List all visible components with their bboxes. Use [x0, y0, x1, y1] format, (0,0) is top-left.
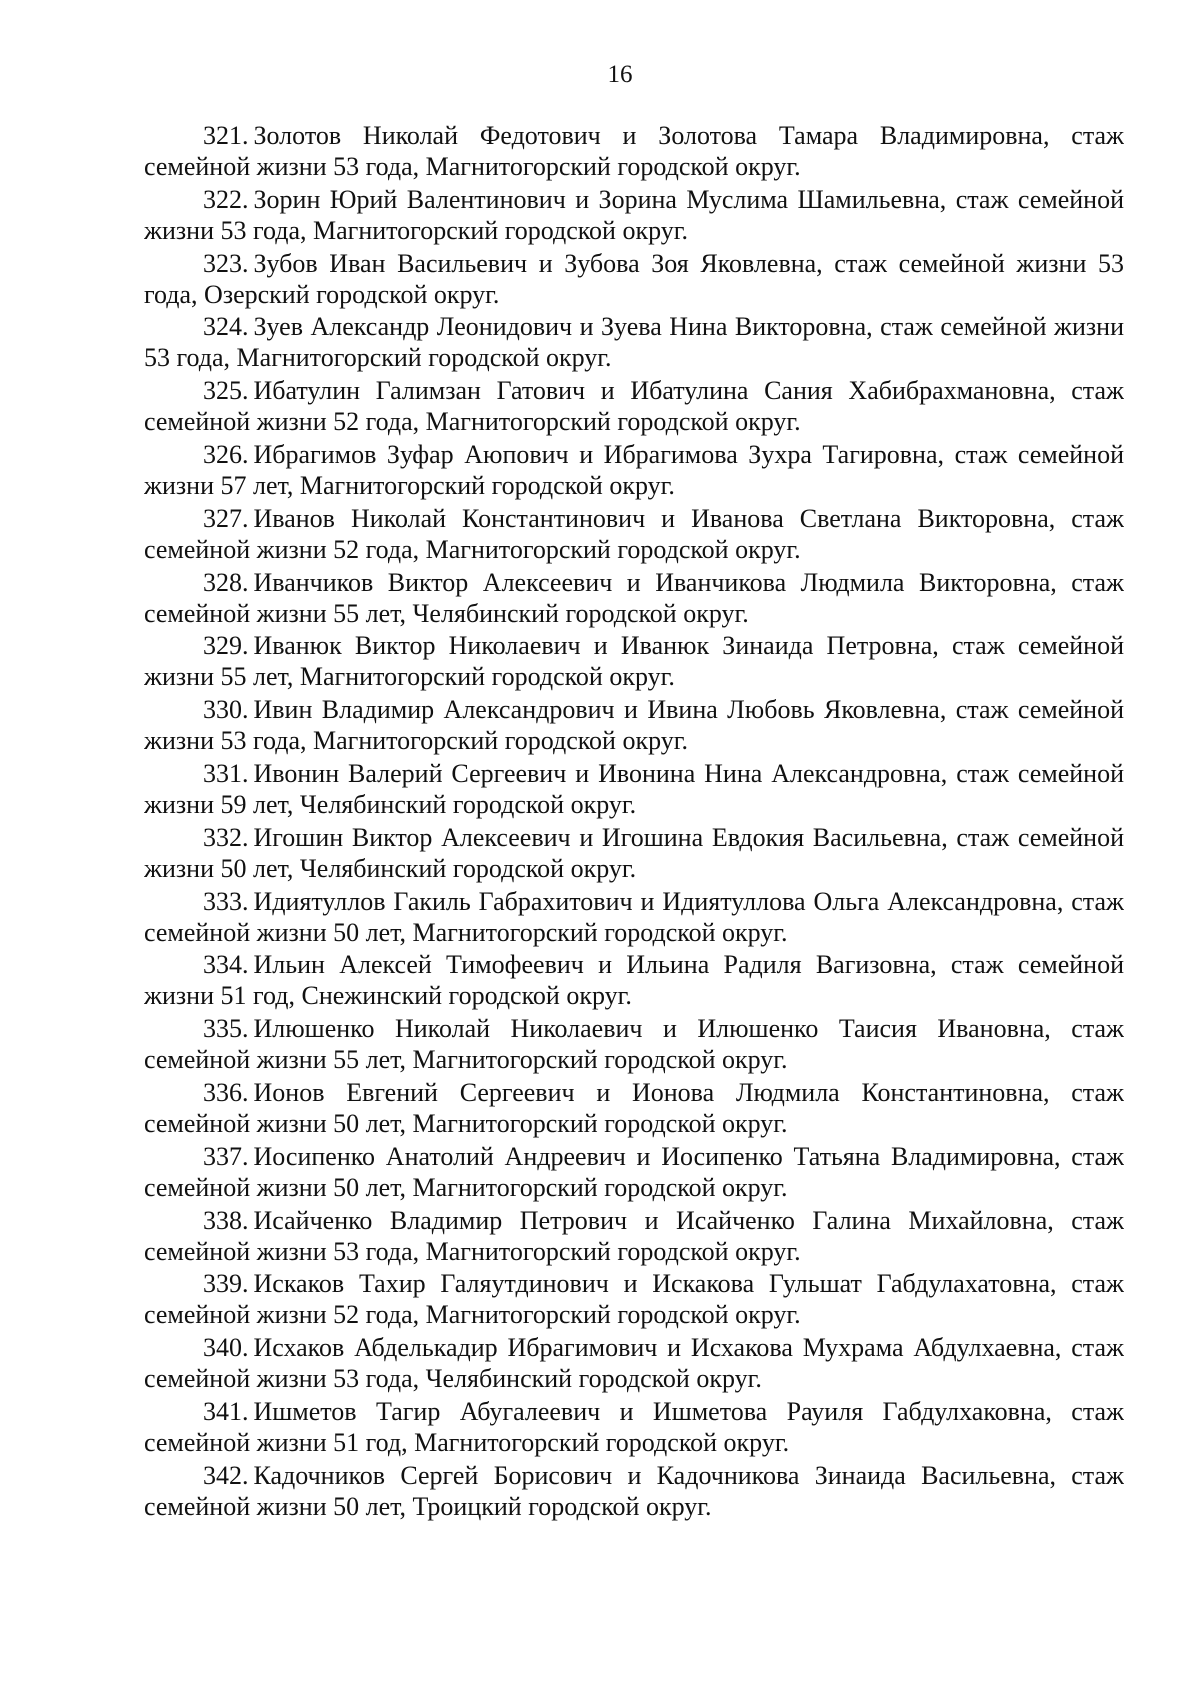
- entry-number: 323.: [203, 248, 249, 278]
- entry-number: 332.: [203, 822, 249, 852]
- entry-text: Илюшенко Николай Николаевич и Илюшенко Таисия Ивановна, стаж семейной жизни 55 лет, Магнитогорский городской округ.: [144, 1014, 1124, 1075]
- entry-text: Ишметов Тагир Абугалеевич и Ишметова Рауиля Габдулхаковна, стаж семейной жизни 51 год, Магнитогорский городской округ.: [144, 1396, 1124, 1457]
- entry-text: Иванов Николай Константинович и Иванова Светлана Викторовна, стаж семейной жизни 52 года, Магнитогорский городской округ.: [144, 503, 1124, 564]
- entry-text: Исхаков Абделькадир Ибрагимович и Исхакова Мухрама Абдулхаевна, стаж семейной жизни 53 года, Челябинский городской округ.: [144, 1333, 1124, 1394]
- list-item: [144, 1141, 1124, 1203]
- list-item: [144, 1460, 1124, 1522]
- entry-text: Иванчиков Виктор Алексеевич и Иванчикова Людмила Викторовна, стаж семейной жизни 55 лет, Челябинский городской округ.: [144, 567, 1124, 628]
- entry-number: 339.: [203, 1269, 249, 1299]
- list-item: [144, 439, 1124, 501]
- entry-number: 328.: [203, 567, 249, 597]
- entry-text: Золотов Николай Федотович и Золотова Тамара Владимировна, стаж семейной жизни 53 года, Магнитогорский городской округ.: [144, 121, 1124, 181]
- entry-text: Кадочников Сергей Борисович и Кадочникова Зинаида Васильевна, стаж семейной жизни 50 лет, Троицкий городской округ.: [144, 1460, 1124, 1521]
- list-item: [144, 503, 1124, 565]
- list-item: [144, 822, 1124, 884]
- list-item: [144, 248, 1124, 310]
- entry-text: Искаков Тахир Галяутдинович и Искакова Гульшат Габдулахатовна, стаж семейной жизни 52 года, Магнитогорский городской округ.: [144, 1269, 1124, 1330]
- list-item: [144, 1205, 1124, 1267]
- entry-number: 338.: [203, 1205, 249, 1235]
- list-item: [144, 758, 1124, 820]
- list-item: [144, 1268, 1124, 1330]
- entry-number: 327.: [203, 503, 249, 533]
- entry-text: Иванюк Виктор Николаевич и Иванюк Зинаида Петровна, стаж семейной жизни 55 лет, Магнитогорский городской округ.: [144, 631, 1124, 692]
- entry-number: 337.: [203, 1141, 249, 1171]
- entry-number: 336.: [203, 1077, 249, 1107]
- entry-number: 329.: [203, 631, 249, 661]
- entry-number: 324.: [203, 312, 249, 342]
- entry-text: Зубов Иван Васильевич и Зубова Зоя Яковлевна, стаж семейной жизни 53 года, Озерский городской округ.: [144, 248, 1124, 309]
- entry-number: 326.: [203, 439, 249, 469]
- entry-text: Ибрагимов Зуфар Аюпович и Ибрагимова Зухра Тагировна, стаж семейной жизни 57 лет, Магнитогорский городской округ.: [144, 439, 1124, 500]
- page-number: 16: [607, 61, 633, 88]
- list-item: [144, 567, 1124, 629]
- entry-text: Ивин Владимир Александрович и Ивина Любовь Яковлевна, стаж семейной жизни 53 года, Магнитогорский городской округ.: [144, 695, 1124, 756]
- entry-number: 333.: [203, 886, 249, 916]
- list-item: [144, 1077, 1124, 1139]
- entry-number: 334.: [203, 950, 249, 980]
- list-item: [144, 1013, 1124, 1075]
- list-item: [144, 120, 1124, 182]
- entry-number: 335.: [203, 1014, 249, 1044]
- list-item: [144, 1396, 1124, 1458]
- entry-number: 325.: [203, 376, 249, 406]
- list-item: [144, 694, 1124, 756]
- list-item: [144, 949, 1124, 1011]
- list-item: [144, 375, 1124, 437]
- entry-text: Игошин Виктор Алексеевич и Игошина Евдокия Васильевна, стаж семейной жизни 50 лет, Челябинский городской округ.: [144, 822, 1124, 883]
- list-item: [144, 184, 1124, 246]
- entry-number: 330.: [203, 695, 249, 725]
- list-item: [144, 630, 1124, 692]
- entry-text: Ильин Алексей Тимофеевич и Ильина Радиля Вагизовна, стаж семейной жизни 51 год, Снежинский городской округ.: [144, 950, 1124, 1011]
- entry-text: Зорин Юрий Валентинович и Зорина Муслима Шамильевна, стаж семейной жизни 53 года, Магнитогорский городской округ.: [144, 184, 1124, 245]
- entry-text: Ивонин Валерий Сергеевич и Ивонина Нина Александровна, стаж семейной жизни 59 лет, Челябинский городской округ.: [144, 758, 1124, 819]
- entry-number: 322.: [203, 184, 249, 214]
- list-item: [144, 1332, 1124, 1394]
- entry-number: 341.: [203, 1396, 249, 1426]
- list-item: [144, 311, 1124, 373]
- entry-text: Идиятуллов Гакиль Габрахитович и Идиятуллова Ольга Александровна, стаж семейной жизни 50 лет, Магнитогорский городской округ.: [144, 886, 1124, 947]
- entry-number: 331.: [203, 758, 249, 788]
- entry-text: Зуев Александр Леонидович и Зуева Нина Викторовна, стаж семейной жизни 53 года, Магнитогорский городской округ.: [144, 312, 1124, 373]
- entry-text: Исайченко Владимир Петрович и Исайченко Галина Михайловна, стаж семейной жизни 53 года, Магнитогорский городской округ.: [144, 1205, 1124, 1266]
- entry-number: 340.: [203, 1333, 249, 1363]
- entry-number: 321.: [203, 121, 249, 150]
- entry-number: 342.: [203, 1460, 249, 1490]
- entry-text: Ионов Евгений Сергеевич и Ионова Людмила Константиновна, стаж семейной жизни 50 лет, Магнитогорский городской округ.: [144, 1077, 1124, 1138]
- entry-list: [144, 120, 1124, 1524]
- list-item: [144, 886, 1124, 948]
- entry-text: Иосипенко Анатолий Андреевич и Иосипенко Татьяна Владимировна, стаж семейной жизни 50 лет, Магнитогорский городской округ.: [144, 1141, 1124, 1202]
- entry-text: Ибатулин Галимзан Гатович и Ибатулина Сания Хабибрахмановна, стаж семейной жизни 52 года, Магнитогорский городской округ.: [144, 376, 1124, 437]
